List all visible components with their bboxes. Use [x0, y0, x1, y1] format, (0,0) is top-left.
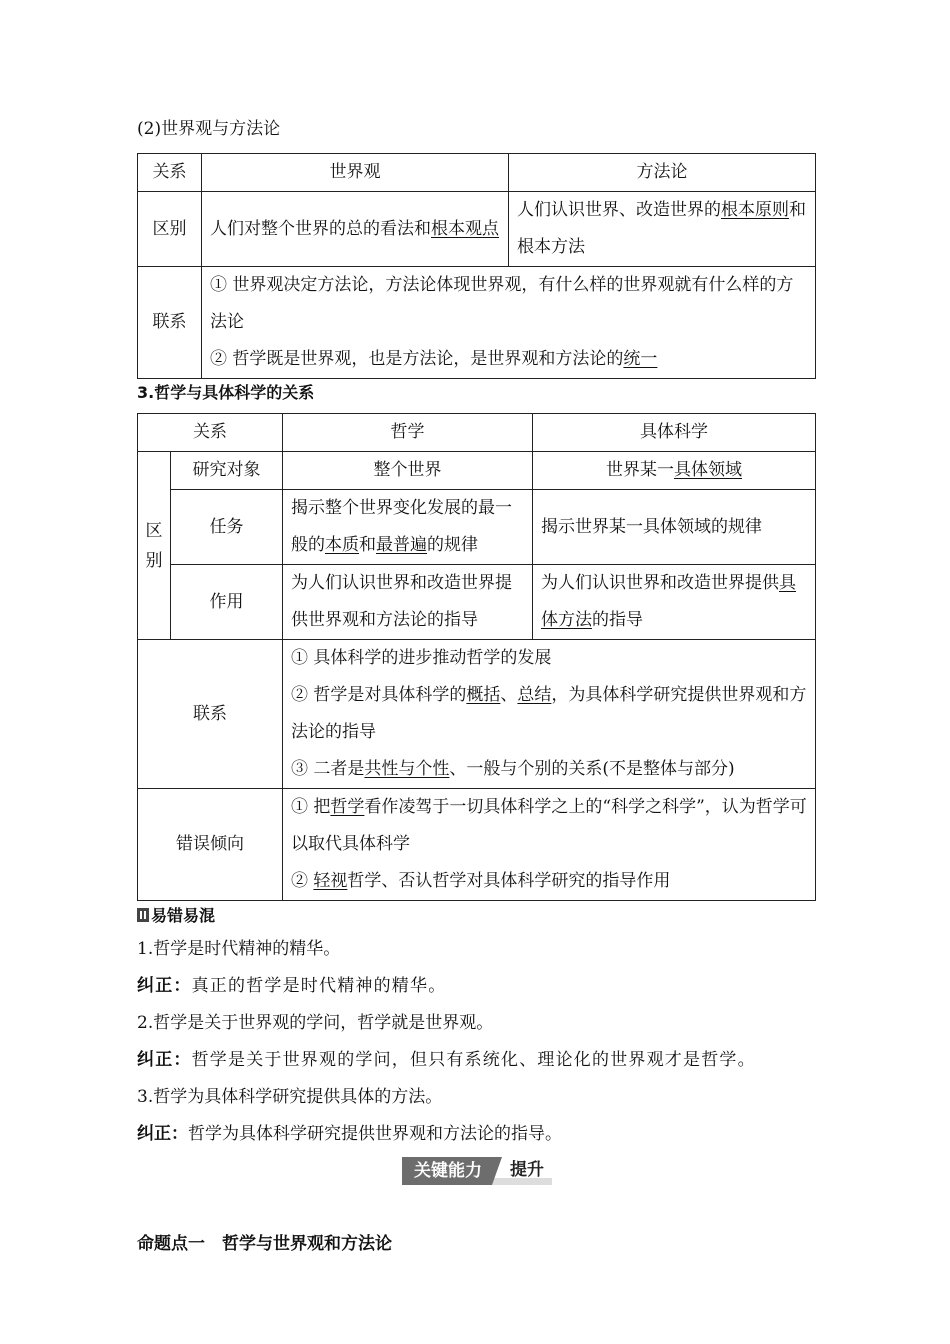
row-label-connection: 联系 [138, 640, 283, 789]
mistake-1-correction [137, 968, 817, 1005]
connection-point-2 [210, 341, 807, 378]
cell-connection [283, 640, 816, 789]
underlined-term: 共性与个性 [364, 759, 450, 779]
philosophy-science-table [137, 413, 816, 901]
text: 人们对整个世界的总的看法和 [210, 218, 431, 239]
banner-light-label: 提升 [492, 1157, 552, 1185]
text: ③ 二者是 [291, 759, 365, 779]
page-content [137, 118, 817, 1254]
text: ，为具体科学研究提供世界观和方法论的指导 [291, 685, 807, 742]
underlined-term: 具体领域 [674, 460, 742, 480]
label-task: 任务 [171, 490, 283, 565]
text: 和根本方法 [517, 200, 806, 257]
section-3-title: 3.哲学与具体科学的关系 [137, 383, 315, 402]
text: 哲学是关于世界观的学问，但只有系统化、理论化的世界观才是哲学。 [191, 1049, 756, 1070]
topic-heading: 命题点一 哲学与世界观和方法论 [137, 1233, 392, 1254]
underlined-term: 根本原则 [721, 200, 789, 220]
header-relation: 关系 [138, 154, 202, 192]
cell-phil-object: 整个世界 [283, 452, 533, 490]
header-science: 具体科学 [533, 414, 816, 452]
cell-sci-object [533, 452, 816, 490]
row-label-difference: 区别 [138, 452, 171, 640]
mistake-3-correction [137, 1116, 817, 1153]
connection-point-3 [291, 751, 807, 788]
cell-methodology-definition [509, 192, 816, 267]
header-methodology: 方法论 [509, 154, 816, 192]
correction-label: 纠正： [137, 1049, 192, 1070]
text: 哲学、否认哲学对具体科学研究的指导作用 [347, 871, 671, 891]
text: 看作凌驾于一切具体科学之上的“科学之科学”，认为哲学可以取代具体科学 [291, 797, 807, 854]
underlined-term: 本质 [325, 535, 359, 555]
text: ② 哲学既是世界观，也是方法论，是世界观和方法论的 [210, 349, 624, 369]
underlined-term: 概括 [466, 685, 501, 705]
underlined-term: 哲学 [330, 797, 365, 817]
section-2-title: (2)世界观与方法论 [137, 119, 281, 139]
row-label-connection: 联系 [138, 267, 202, 379]
header-relation: 关系 [138, 414, 283, 452]
misconception-2 [291, 863, 807, 900]
connection-point-1: ① 世界观决定方法论，方法论体现世界观，有什么样的世界观就有什么样的方法论 [210, 275, 794, 332]
banner-dark-label: 关键能力 [402, 1157, 492, 1185]
text: 揭示整个世界变化发展的最一般的 [291, 498, 512, 555]
cell-worldview-definition [202, 192, 509, 267]
cell-sci-function [533, 565, 816, 640]
mistake-1-question: 1.哲学是时代精神的精华。 [137, 938, 341, 959]
cell-sci-task: 揭示世界某一具体领域的规律 [533, 490, 816, 565]
header-worldview: 世界观 [202, 154, 509, 192]
label-function: 作用 [171, 565, 283, 640]
text: 哲学为具体科学研究提供世界观和方法论的指导。 [188, 1123, 562, 1144]
text: 为人们认识世界和改造世界提供 [541, 573, 779, 593]
row-label-misconception: 错误倾向 [138, 789, 283, 901]
mistake-3-question: 3.哲学为具体科学研究提供具体的方法。 [137, 1086, 443, 1107]
cell-connection [202, 267, 816, 379]
text: 的规律 [427, 535, 478, 555]
mistake-2-correction [137, 1042, 817, 1079]
underlined-term: 根本观点 [431, 218, 499, 239]
section-banner [137, 1157, 817, 1185]
text: 、一般与个别的关系(不是整体与部分) [449, 759, 735, 779]
connection-point-2 [291, 677, 807, 751]
key-ability-banner [402, 1157, 552, 1185]
header-philosophy: 哲学 [283, 414, 533, 452]
text: ② [291, 871, 314, 891]
text: 人们认识世界、改造世界的 [517, 200, 721, 220]
worldview-methodology-table [137, 153, 816, 379]
text: ② 哲学是对具体科学的 [291, 685, 467, 705]
row-label-difference: 区别 [138, 192, 202, 267]
cell-misconception [283, 789, 816, 901]
correction-label: 纠正： [137, 1123, 188, 1144]
label-research-object: 研究对象 [171, 452, 283, 490]
connection-point-1: ① 具体科学的进步推动哲学的发展 [291, 648, 552, 668]
correction-label: 纠正： [137, 975, 192, 996]
text: 真正的哲学是时代精神的精华。 [191, 975, 447, 996]
text: 和 [359, 535, 376, 555]
underlined-term: 统一 [623, 349, 658, 369]
misconception-1 [291, 789, 807, 863]
mistakes-heading [137, 903, 215, 926]
text: 世界某一 [606, 460, 674, 480]
mistake-2-question: 2.哲学是关于世界观的学问，哲学就是世界观。 [137, 1012, 494, 1033]
text: 、 [500, 685, 518, 705]
underlined-term: 具体方法 [541, 573, 796, 630]
underlined-term: 轻视 [313, 871, 348, 891]
underlined-term: 总结 [517, 685, 552, 705]
pause-icon [137, 908, 149, 922]
cell-phil-function: 为人们认识世界和改造世界提供世界观和方法论的指导 [283, 565, 533, 640]
text: 的指导 [592, 610, 643, 630]
mistakes-heading-text: 易错易混 [151, 906, 216, 925]
text: ① 把 [291, 797, 331, 817]
underlined-term: 最普遍 [376, 535, 427, 555]
mistakes-list [137, 931, 817, 1153]
cell-phil-task [283, 490, 533, 565]
